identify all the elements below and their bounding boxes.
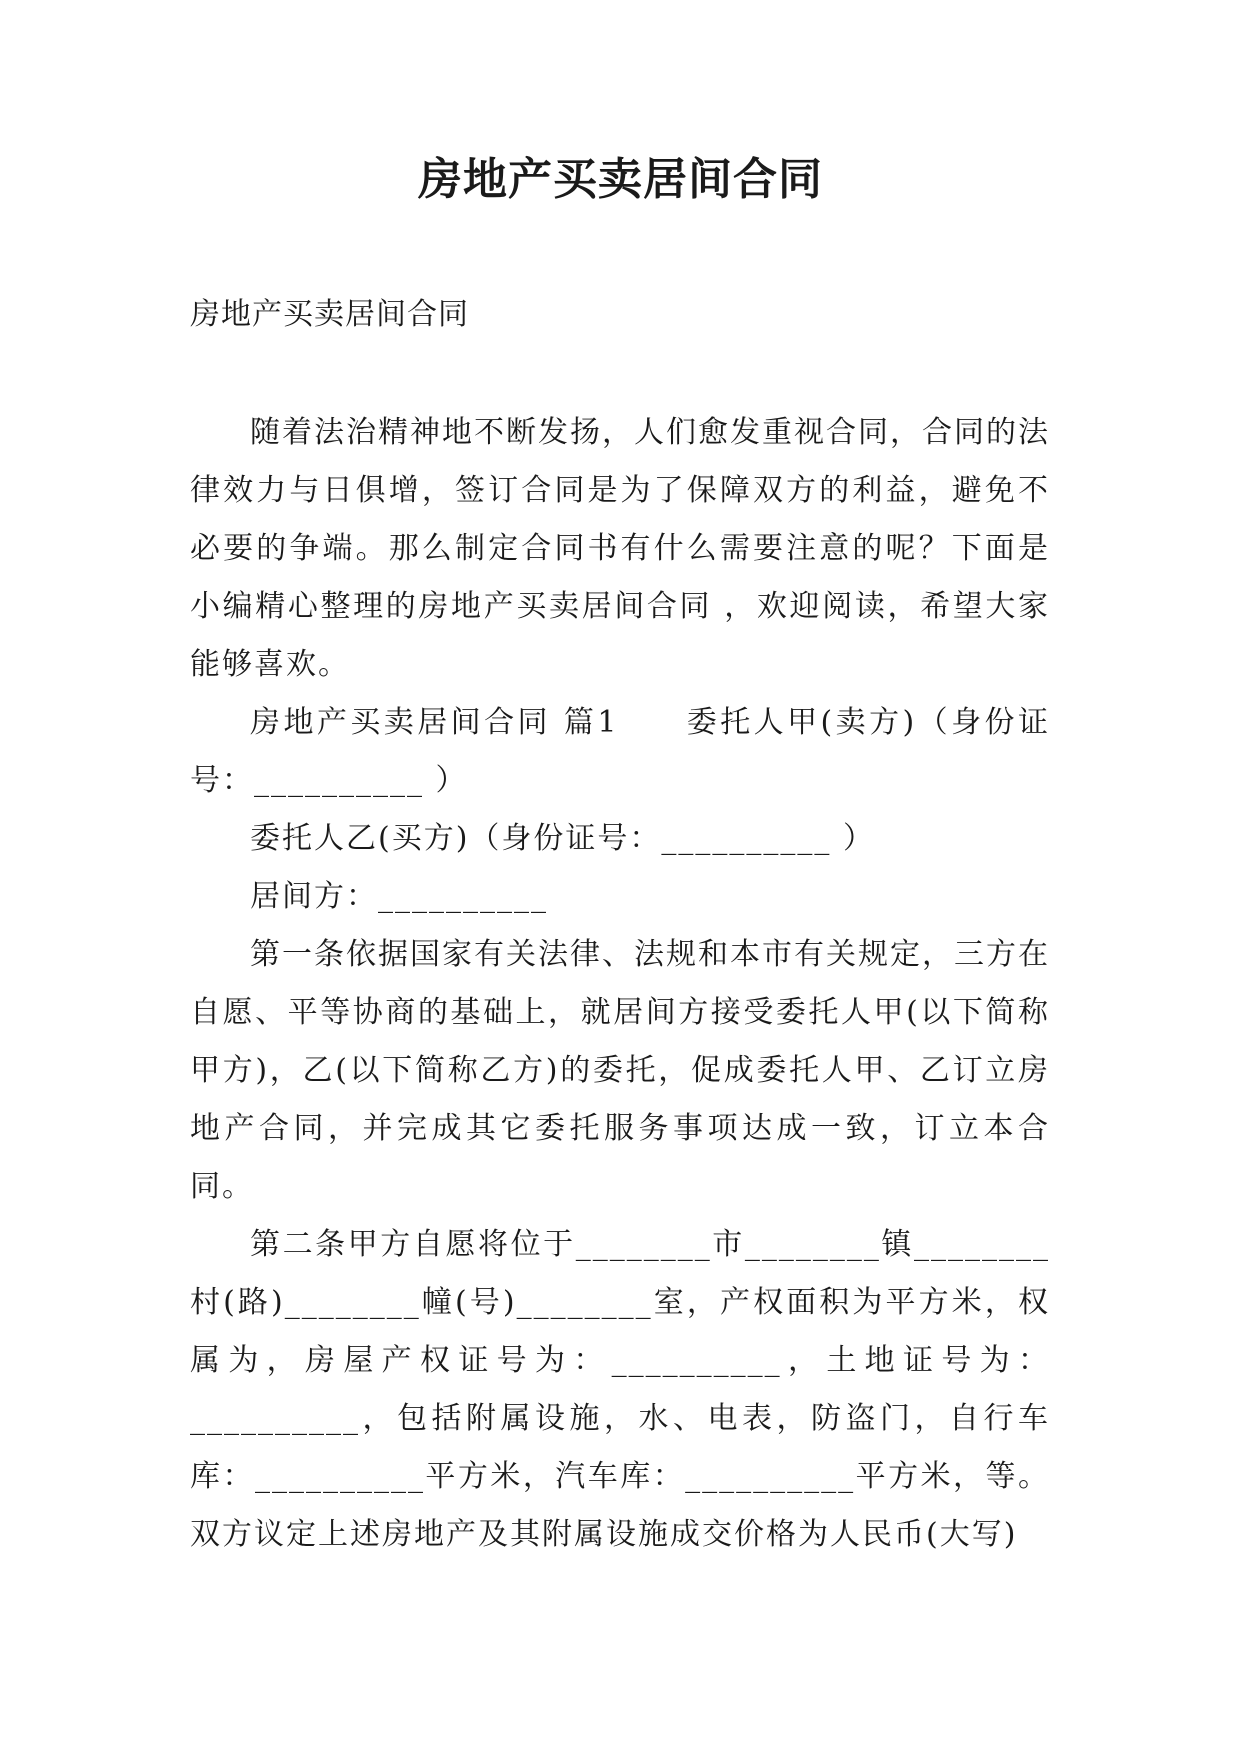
article-1-paragraph: 第一条依据国家有关法律、法规和本市有关规定，三方在自愿、平等协商的基础上，就居间方接受委托人甲(以下简称甲方)，乙(以下简称乙方)的委托，促成委托人甲、乙订立房地产合同，并完成其它委托服务事项达成一致，订立本合同。 [190, 937, 1050, 1204]
article-2-paragraph: 第二条甲方自愿将位于________市________镇________村(路)________幢(号)________室，产权面积为平方米，权属为，房屋产权证号为：__________，土地证号为：__________，包括附属设施，水、电表，防盗门，自行车库：__________平方米，汽车库：__________平方米，等。双方议定上述房地产及其附属设施成交价格为人民币(大写) [190, 1227, 1050, 1552]
party-b-paragraph: 委托人乙(买方)（身份证号：__________ ） [250, 821, 875, 856]
document-title: 房地产买卖居间合同 [418, 154, 823, 205]
document-subtitle: 房地产买卖居间合同 [190, 297, 469, 332]
party-a-paragraph: 房地产买卖居间合同 篇1 委托人甲(卖方)（身份证号：__________ ） [190, 705, 1050, 798]
intro-paragraph: 随着法治精神地不断发扬，人们愈发重视合同，合同的法律效力与日俱增，签订合同是为了保障双方的利益，避免不必要的争端。那么制定合同书有什么需要注意的呢？下面是小编精心整理的房地产买卖居间合同 ，欢迎阅读，希望大家能够喜欢。 [190, 415, 1050, 682]
document-body [190, 404, 1050, 1564]
intermediary-paragraph: 居间方：__________ [250, 879, 548, 914]
